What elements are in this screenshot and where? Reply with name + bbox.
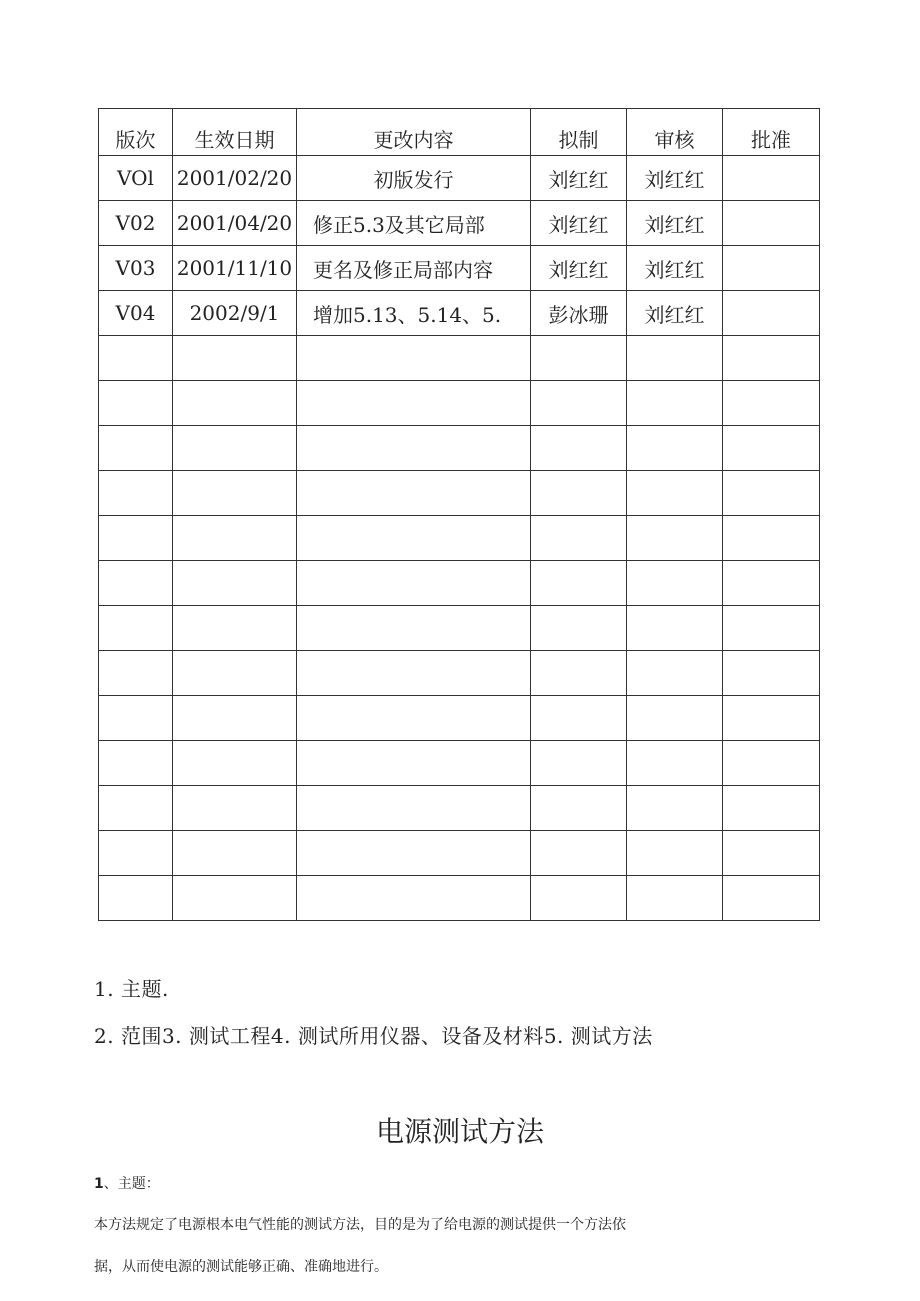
empty-cell <box>531 471 627 516</box>
empty-cell <box>531 741 627 786</box>
change-cell: 增加5.13、5.14、5. <box>297 291 531 336</box>
empty-table-row <box>99 741 820 786</box>
empty-cell <box>173 831 297 876</box>
empty-cell <box>531 786 627 831</box>
empty-cell <box>173 561 297 606</box>
empty-cell <box>723 336 820 381</box>
empty-cell <box>723 741 820 786</box>
empty-cell <box>99 651 173 696</box>
empty-cell <box>297 561 531 606</box>
empty-table-row <box>99 516 820 561</box>
empty-cell <box>173 696 297 741</box>
drafted-cell: 刘红红 <box>531 201 627 246</box>
revision-table <box>98 108 820 921</box>
empty-cell <box>723 786 820 831</box>
empty-cell <box>531 561 627 606</box>
empty-table-row <box>99 381 820 426</box>
empty-cell <box>531 381 627 426</box>
header-drafted: 拟制 <box>531 109 627 156</box>
empty-table-row <box>99 471 820 516</box>
empty-cell <box>297 381 531 426</box>
change-cell: 修正5.3及其它局部 <box>297 201 531 246</box>
section-heading <box>94 1173 160 1193</box>
table-row <box>99 291 820 336</box>
version-cell: V02 <box>99 201 173 246</box>
empty-cell <box>99 426 173 471</box>
empty-table-row <box>99 426 820 471</box>
empty-cell <box>99 741 173 786</box>
empty-cell <box>297 651 531 696</box>
empty-cell <box>297 606 531 651</box>
empty-cell <box>627 831 723 876</box>
table-row <box>99 201 820 246</box>
reviewed-cell: 刘红红 <box>627 156 723 201</box>
empty-cell <box>723 651 820 696</box>
drafted-cell: 彭冰珊 <box>531 291 627 336</box>
empty-cell <box>627 336 723 381</box>
empty-cell <box>173 786 297 831</box>
header-reviewed: 审核 <box>627 109 723 156</box>
empty-cell <box>531 876 627 921</box>
empty-cell <box>297 741 531 786</box>
empty-table-row <box>99 561 820 606</box>
empty-cell <box>297 336 531 381</box>
empty-cell <box>173 606 297 651</box>
empty-cell <box>173 876 297 921</box>
empty-cell <box>297 516 531 561</box>
empty-table-row <box>99 786 820 831</box>
empty-cell <box>531 426 627 471</box>
empty-cell <box>531 831 627 876</box>
empty-cell <box>627 426 723 471</box>
table-header-row <box>99 109 820 156</box>
toc-line-2: 2. 范围3. 测试工程4. 测试所用仪器、设备及材料5. 测试方法 <box>94 1024 653 1048</box>
empty-table-row <box>99 876 820 921</box>
empty-cell <box>99 381 173 426</box>
empty-cell <box>531 336 627 381</box>
empty-cell <box>627 471 723 516</box>
empty-cell <box>723 471 820 516</box>
empty-cell <box>627 606 723 651</box>
header-date: 生效日期 <box>173 109 297 156</box>
reviewed-cell: 刘红红 <box>627 246 723 291</box>
header-change: 更改内容 <box>297 109 531 156</box>
version-cell: V03 <box>99 246 173 291</box>
drafted-cell: 刘红红 <box>531 246 627 291</box>
empty-cell <box>723 516 820 561</box>
approved-cell <box>723 156 820 201</box>
empty-cell <box>723 561 820 606</box>
empty-cell <box>627 561 723 606</box>
approved-cell <box>723 246 820 291</box>
empty-cell <box>627 786 723 831</box>
empty-table-row <box>99 651 820 696</box>
empty-cell <box>99 696 173 741</box>
empty-cell <box>173 426 297 471</box>
empty-cell <box>99 606 173 651</box>
empty-cell <box>173 516 297 561</box>
empty-table-row <box>99 696 820 741</box>
empty-table-row <box>99 831 820 876</box>
empty-cell <box>297 471 531 516</box>
empty-table-row <box>99 336 820 381</box>
header-version: 版次 <box>99 109 173 156</box>
document-title: 电源测试方法 <box>375 1115 544 1148</box>
empty-cell <box>531 606 627 651</box>
empty-cell <box>99 561 173 606</box>
date-cell: 2001/02/20 <box>173 156 297 201</box>
empty-cell <box>723 831 820 876</box>
empty-cell <box>99 786 173 831</box>
version-cell: VOl <box>99 156 173 201</box>
empty-cell <box>297 831 531 876</box>
empty-cell <box>723 876 820 921</box>
empty-cell <box>627 651 723 696</box>
section-title: 、主题： <box>103 1176 160 1192</box>
empty-cell <box>627 381 723 426</box>
empty-cell <box>627 696 723 741</box>
empty-cell <box>723 696 820 741</box>
empty-cell <box>531 651 627 696</box>
empty-cell <box>297 786 531 831</box>
approved-cell <box>723 291 820 336</box>
empty-cell <box>627 876 723 921</box>
date-cell: 2001/04/20 <box>173 201 297 246</box>
empty-cell <box>173 381 297 426</box>
empty-cell <box>723 606 820 651</box>
paragraph-line-2: 据，从而使电源的测试能够正确、准确地进行。 <box>94 1259 388 1275</box>
empty-cell <box>173 471 297 516</box>
section-number: 1 <box>94 1176 104 1192</box>
version-cell: V04 <box>99 291 173 336</box>
empty-cell <box>297 876 531 921</box>
reviewed-cell: 刘红红 <box>627 201 723 246</box>
empty-cell <box>99 336 173 381</box>
empty-cell <box>627 741 723 786</box>
header-approved: 批准 <box>723 109 820 156</box>
empty-cell <box>99 471 173 516</box>
empty-cell <box>99 516 173 561</box>
approved-cell <box>723 201 820 246</box>
empty-cell <box>173 741 297 786</box>
empty-table-row <box>99 606 820 651</box>
toc-line-1: 1. 主题. <box>94 977 169 1001</box>
table-row <box>99 246 820 291</box>
empty-cell <box>297 426 531 471</box>
empty-cell <box>723 381 820 426</box>
empty-cell <box>627 516 723 561</box>
change-cell: 初版发行 <box>297 156 531 201</box>
empty-cell <box>297 696 531 741</box>
reviewed-cell: 刘红红 <box>627 291 723 336</box>
table-row <box>99 156 820 201</box>
empty-cell <box>531 516 627 561</box>
paragraph-line-1: 本方法规定了电源根本电气性能的测试方法，目的是为了给电源的测试提供一个方法依 <box>94 1217 626 1233</box>
empty-cell <box>173 336 297 381</box>
empty-cell <box>173 651 297 696</box>
empty-cell <box>723 426 820 471</box>
empty-cell <box>531 696 627 741</box>
empty-cell <box>99 876 173 921</box>
date-cell: 2001/11/10 <box>173 246 297 291</box>
date-cell: 2002/9/1 <box>173 291 297 336</box>
change-cell: 更名及修正局部内容 <box>297 246 531 291</box>
empty-cell <box>99 831 173 876</box>
drafted-cell: 刘红红 <box>531 156 627 201</box>
